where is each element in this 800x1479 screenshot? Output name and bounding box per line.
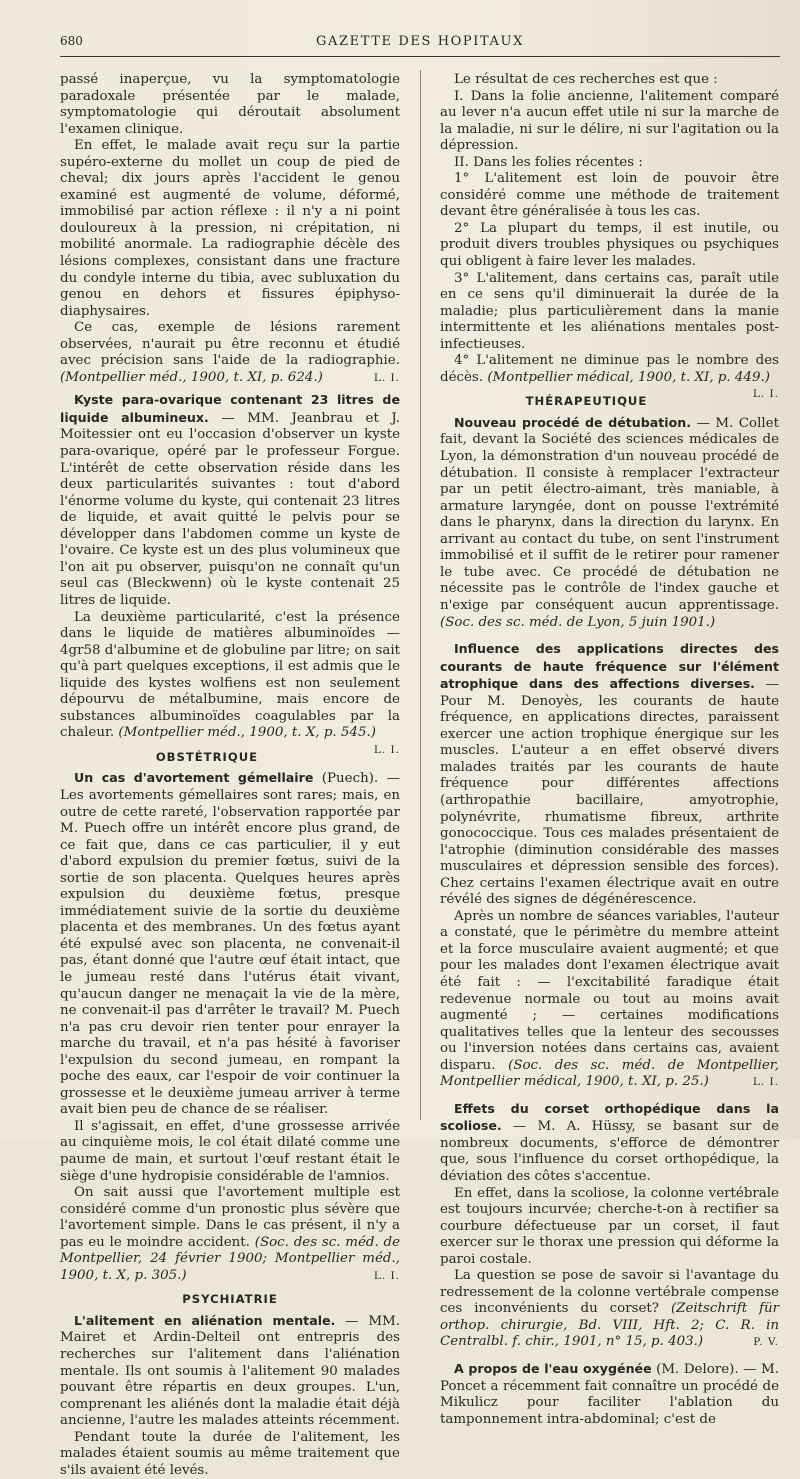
- paragraph-text: On sait aussi que l'avortement multiple est considéré comme d'un pronostic plus sévère que l'avortement simple. Dans le cas présent, il n'y a pas eu le moindre accident.: [60, 1185, 400, 1250]
- paragraph-text: Après un nombre de séances variables, l'auteur a constaté, que le périmètre du membre atteint et la force musculaire avaient augmenté; et que pour les malades dont l'examen électrique avait été fait : — l'excitabilité faradique était redevenue normale ou tout au moins avait augmenté ; — certaines modifications qualitatives telles que la lenteur des secousses ou l'inversion notées dans certains cas, avaient disparu.: [440, 908, 779, 1073]
- paragraph: Il s'agissait, en effet, d'une grossesse arrivée au cinquième mois, le col était dilaté comme une paume de main, et surtout l'œuf restant était le siège d'une hydropisie considérable de l'amnios.: [60, 1118, 400, 1184]
- paragraph-text: (Puech). — Les avortements gémellaires sont rares; mais, en outre de cette rareté, l'observation rapportée par M. Puech offre un intérêt encore plus grand, de ce fait que, dans ce cas particulier, il y eut d'abord expulsion du premier fœtus, suivi de la sortie de son placenta. Quelques heures après expulsion du deuxième fœtus, presque immédiatement suivie de la sortie du deuxième placenta et des membranes. Un des fœtus ayant été expulsé avec son placenta, ne convenait-il pas, étant donné que l'autre œuf était intact, que le jumeau resté dans l'utérus était vivant, qu'aucun danger ne menaçait la vie de la mère, ne convenait-il pas d'arrêter le travail? M. Puech n'a pas cru devoir rien tenter pour enrayer la marche du travail, et n'a pas hésité à favoriser l'expulsion du second jumeau, en rompant la poche des eaux, car l'espoir de voir continuer la grossesse et le deuxième jumeau arriver à terme avait bien peu de chance de se réaliser.: [60, 771, 400, 1118]
- reference: (Soc. des sc. méd. de Lyon, 5 juin 1901.): [440, 614, 716, 630]
- paragraph-text: (M. Delore). — M. Poncet a récemment fait connaître un procédé de Mikulicz pour faciliter l'ablation du tamponnement intra-abdominal; c'est de: [440, 1362, 779, 1427]
- signature: L. I.: [752, 388, 779, 401]
- reference: (Montpellier méd., 1900, t. X, p. 545.): [118, 725, 376, 741]
- article-haute-frequence: [440, 641, 779, 909]
- reference: (Soc. des sc. méd. de Montpellier, Montpellier médical, 1900, t. XI, p. 25.): [440, 1057, 779, 1090]
- paragraph: [440, 1268, 779, 1351]
- paragraph: [60, 320, 400, 386]
- reference: (Zeitschrift für orthop. chirurgie, Bd. VIII, Hft. 2; C. R. in Centralbl. f. chir., 1901, n° 15, p. 403.): [440, 1301, 780, 1350]
- signature: L. I.: [373, 371, 400, 384]
- section-heading: THÉRAPEUTIQUE: [525, 394, 648, 409]
- article-title: A propos de l'eau oxygénée: [454, 1361, 652, 1377]
- paragraph: Pendant toute la durée de l'alitement, les malades étaient soumis au même traitement que s'ils avaient été levés.: [60, 1429, 400, 1478]
- paragraph-text: — Pour M. Denoyès, les courants de haute fréquence, en applications directes, paraissent exercer une action trophique énergique sur les muscles. L'auteur a en effet observé divers malades traités par les courants de haute fréquence pour différentes affections (arthropathie bacillaire, amyotrophie, polynévrite, rhumatisme fibreux, arthrite gonococcique. Tous ces malades présentaient de l'atrophie (diminution considérable des masses musculaires et dépression sensible des forces). Chez certains l'examen électrique avait en outre révélé des signes de dégénérescence.: [440, 677, 779, 908]
- paragraph: [440, 353, 779, 401]
- reference: (Montpellier médical, 1900, t. XI, p. 449.): [487, 369, 770, 385]
- running-header: [60, 34, 780, 57]
- section-heading: OBSTÉTRIQUE: [155, 749, 259, 764]
- paragraph-text: 4° L'alitement ne diminue pas le nombre des décès.: [440, 353, 779, 385]
- article-title: Effets du corset orthopédique dans la scoliose.: [440, 1100, 779, 1134]
- paragraph: [440, 909, 779, 1091]
- article-detubation: [440, 415, 779, 631]
- paragraph: [60, 609, 400, 756]
- article-title: L'alitement en aliénation mentale.: [74, 1312, 336, 1328]
- article-alitement: [60, 1313, 400, 1430]
- article-title: Kyste para-ovarique contenant 23 litres de liquide albumineux.: [60, 392, 400, 425]
- section-heading: PSYCHIATRIE: [182, 1292, 278, 1307]
- paragraph: En effet, dans la scoliose, la colonne vertébrale est toujours incurvée; cherche-t-on à rectifier sa courbure défectueuse par un corset, il faut exercer sur le thorax une pression qui déforme la paroi costale.: [440, 1185, 779, 1267]
- left-column: [60, 72, 400, 1479]
- paragraph-text: Ce cas, exemple de lésions rarement observées, n'aurait pu être reconnu et étudié avec précision sans l'aide de la radiographie.: [60, 320, 400, 369]
- paragraph: [60, 1185, 400, 1284]
- paragraph: I. Dans la folie ancienne, l'alitement comparé au lever n'a aucun effet utile ni sur la marche de la maladie, ni sur le délire, ni sur l'agitation ou la dépression.: [440, 88, 779, 154]
- paragraph-text: — M. A. Hüssy, se basant sur de nombreux documents, s'efforce de démontrer que, sous l'influence du corset orthopédique, la déviation des côtes s'accentue.: [440, 1119, 779, 1184]
- paragraph-text: La question se pose de savoir si l'avantage du redressement de la colonne vertébrale compense ces inconvénients du corset?: [440, 1268, 779, 1317]
- page-number: 680: [60, 34, 83, 48]
- paragraph-text: — MM. Jeanbrau et J. Moitessier ont eu l'occasion d'observer un kyste para-ovarique, opéré par le professeur Forgue. L'intérêt de cette observation réside dans les deux particularités suivantes : tout d'abord l'énorme volume du kyste, qui contenait 23 litres de liquide, et avait quitté le pelvis pour se développer dans l'abdomen comme un kyste de l'ovaire. Ce kyste est un des plus volumineux que l'on ait pu observer, puisqu'on ne connaît qu'un seul cas (Bleckwenn) où le kyste contenait 25 litres de liquide.: [60, 410, 400, 608]
- paragraph-text: — M. Collet fait, devant la Société des sciences médicales de Lyon, la démonstration d'un nouveau procédé de détubation. Il consiste à remplacer l'extracteur par un petit électro-aimant, très maniable, à armature laryngée, dont on pousse l'extrémité dans le pharynx, dans la direction du larynx. En arrivant au contact du tube, on sent l'instrument immobilisé et il suffit de le retirer pour ramener le tube avec. Ce procédé de détubation ne nécessite pas le contrôle de l'index gauche et n'exige par conséquent aucun apprentissage.: [440, 415, 779, 613]
- paragraph-text: — MM. Mairet et Ardin-Delteil ont entrepris des recherches sur l'alitement dans l'aliénation mentale. Ils ont soumis à l'alitement 90 malades pouvant être répartis en deux groupes. L'un, comprenant les aliénés dont la maladie était déjà ancienne, l'autre les malades atteints récemment.: [60, 1313, 400, 1429]
- paragraph: Le résultat de ces recherches est que :: [454, 72, 718, 87]
- reference: (Soc. des sc. méd. de Montpellier, 24 février 1900; Montpellier méd., 1900, t. X, p. 305.): [60, 1234, 401, 1283]
- paragraph: En effet, le malade avait reçu sur la partie supéro-externe du mollet un coup de pied de cheval; dix jours après l'accident le genou examiné est augmenté de volume, déformé, immobilisé par action réflexe : il n'y a ni point douloureux à la pression, ni crépitation, ni mobilité anormale. La radiographie décèle des lésions complexes, consistant dans une fracture du condyle interne du tibia, avec subluxation du genou en dehors et fissures épiphyso-diaphysaires.: [60, 138, 400, 319]
- paragraph: passé inaperçue, vu la symptomatologie paradoxale présentée par le malade, symptomatologie qui déroutait absolument l'examen clinique.: [60, 72, 400, 137]
- article-corset: [440, 1101, 779, 1186]
- paragraph: 1° L'alitement est loin de pouvoir être considéré comme une méthode de traitement devant être généralisée à tous les cas.: [440, 171, 779, 220]
- signature: P. V.: [753, 1336, 779, 1349]
- article-title: Un cas d'avortement gémellaire: [74, 770, 314, 786]
- signature: L. I.: [373, 1269, 400, 1282]
- paragraph: 3° L'alitement, dans certains cas, paraît utile en ce sens qu'il diminuerait la durée de la maladie; plus particulièrement dans la manie intermittente et les aliénations mentales post-infectieuses.: [440, 270, 779, 352]
- article-title: Nouveau procédé de détubation.: [454, 414, 691, 430]
- paragraph: 2° La plupart du temps, il est inutile, ou produit divers troubles physiques ou psychiques qui obligent à faire lever les malades.: [440, 220, 779, 270]
- reference: (Montpellier méd., 1900, t. XI, p. 624.): [60, 369, 323, 385]
- journal-title: GAZETTE DES HOPITAUX: [316, 34, 524, 49]
- signature: L. I.: [373, 743, 400, 756]
- paragraph-text: La deuxième particularité, c'est la présence dans le liquide de matières albuminoïdes — 4gr58 d'albumine et de globuline par litre; on sait qu'à part quelques exceptions, il est admis que le liquide des kystes wolfiens est non seulement dépourvu de métalbumine, mais encore de substances albuminoïdes coagulables par la chaleur.: [60, 609, 400, 741]
- article-title: Influence des applications directes des courants de haute fréquence sur l'élément atrophique dans des affections diverses.: [440, 641, 779, 692]
- paragraph: II. Dans les folies récentes :: [454, 154, 643, 170]
- signature: L. I.: [752, 1076, 779, 1089]
- article-avortement: [60, 770, 400, 1118]
- right-column: [440, 72, 779, 1428]
- column-divider: [420, 70, 421, 1120]
- article-kyste: [60, 392, 400, 609]
- article-eau-oxygenee: [440, 1361, 779, 1428]
